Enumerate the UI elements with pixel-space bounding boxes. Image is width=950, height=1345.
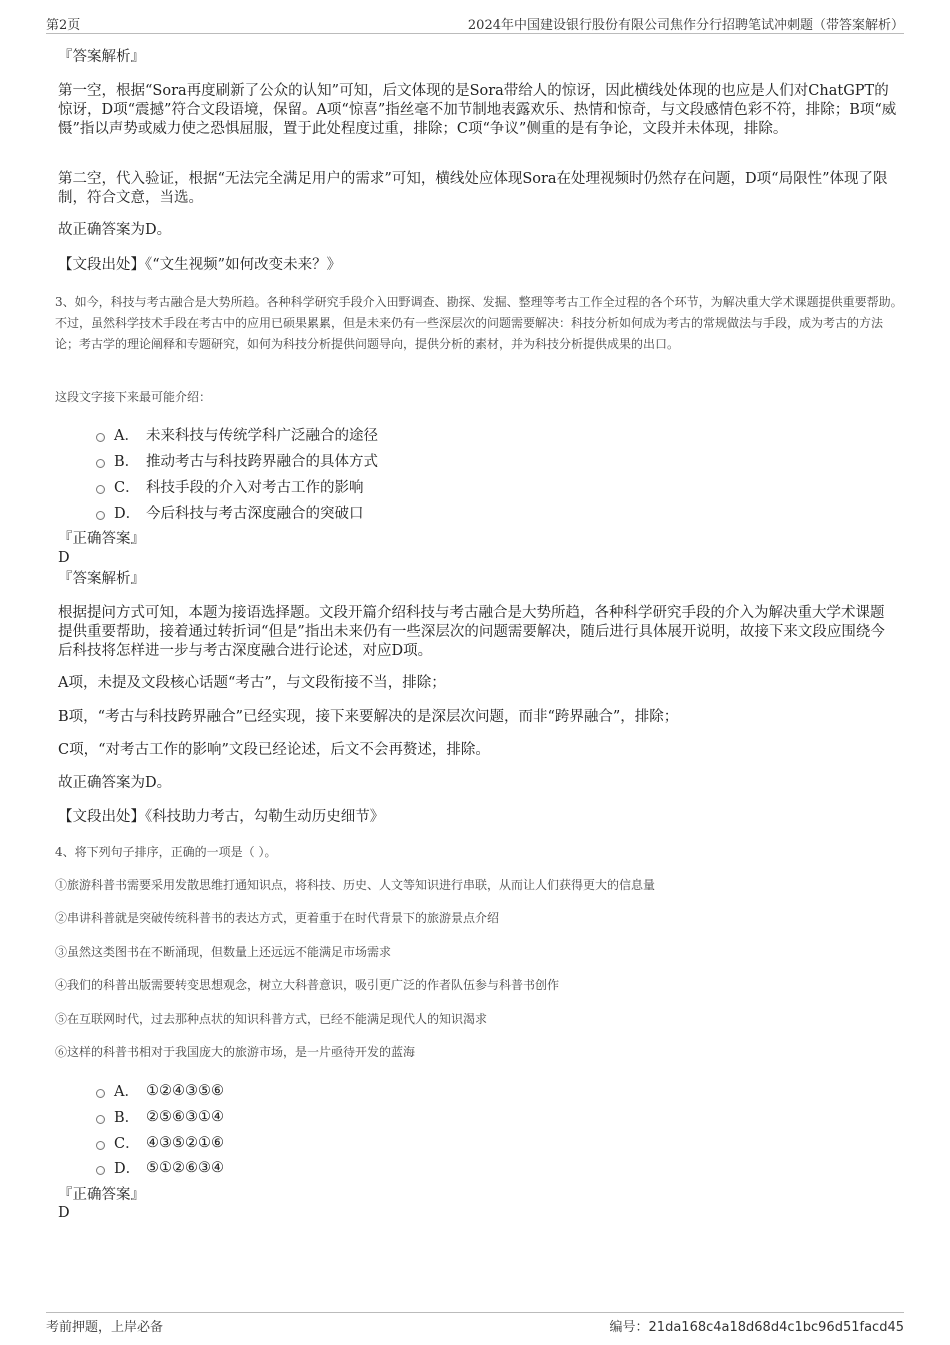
footer-slogan: 考前押题，上岸必备	[46, 1320, 164, 1335]
document-title: 2024年中国建设银行股份有限公司焦作分行招聘笔试冲刺题（带答案解析）	[467, 18, 904, 33]
q3-analysis-a: A项，未提及文段核心话题“考古”，与文段衔接不当，排除；	[58, 675, 446, 691]
option-text: 推动考古与科技跨界融合的具体方式	[146, 454, 378, 470]
q4-option-b[interactable]	[96, 1106, 224, 1127]
q3-analysis-c: C项，“对考古工作的影响”文段已经论述，后文不会再赘述，排除。	[58, 742, 490, 758]
option-text: 科技手段的介入对考古工作的影响	[146, 480, 364, 496]
q4-option-d[interactable]	[96, 1157, 224, 1178]
option-letter: B．	[114, 454, 140, 470]
q3-analysis-label: 『答案解析』	[58, 571, 145, 587]
option-letter: C．	[114, 1136, 140, 1152]
document-code	[610, 1316, 904, 1335]
q3-option-d[interactable]	[96, 502, 364, 523]
radio-icon[interactable]	[96, 1115, 105, 1124]
q2-source: 【文段出处】《“文生视频”如何改变未来？》	[58, 257, 342, 273]
radio-icon[interactable]	[96, 433, 105, 442]
option-text: ②⑤⑥③①④	[146, 1108, 224, 1125]
code-label: 编号：	[609, 1320, 649, 1335]
q3-question: 这段文字接下来最可能介绍：	[55, 390, 212, 404]
q3-option-a[interactable]	[96, 424, 378, 445]
code-value: 21da168c4a18d68d4c1bc96d51facd45	[648, 1320, 904, 1335]
q4-option-c[interactable]	[96, 1132, 224, 1153]
option-letter: A．	[114, 428, 139, 444]
q2-analysis-label: 『答案解析』	[58, 49, 145, 65]
q4-stem: 4、将下列句子排序，正确的一项是（ ）。	[55, 845, 277, 859]
option-letter: B．	[114, 1110, 140, 1126]
q3-conclusion: 故正确答案为D。	[58, 775, 172, 791]
q3-stem: 3、如今，科技与考古融合是大势所趋。各种科学研究手段介入田野调查、勘探、发掘、整理等考古工作全过程的各个环节，为解决重大学术课题提供重要帮助。不过，虽然科学技术手段在考古中的应用已硕果累累，但是未来仍有一些深层次的问题需要解决：科技分析如何成为考古的常规做法与手段，成为考古的方法论；考古学的理论阐释和专题研究，如何为科技分析提供问题导向，提供分析的素材，并为科技分析提供成果的出口。	[55, 295, 903, 351]
q3-source: 【文段出处】《科技助力考古，勾勒生动历史细节》	[58, 809, 385, 825]
q4-answer-label: 『正确答案』	[58, 1187, 145, 1203]
header-divider	[46, 33, 904, 34]
option-letter: A．	[114, 1084, 139, 1100]
option-letter: D．	[114, 1161, 141, 1177]
option-text: ①②④③⑤⑥	[146, 1082, 224, 1099]
q4-option-a[interactable]	[96, 1080, 224, 1101]
q4-sentence-4: ④我们的科普出版需要转变思想观念，树立大科普意识，吸引更广泛的作者队伍参与科普书创作	[55, 978, 560, 992]
q4-sentence-2: ②串讲科普就是突破传统科普书的表达方式，更着重于在时代背景下的旅游景点介绍	[55, 911, 500, 925]
q4-sentence-1: ①旅游科普书需要采用发散思维打通知识点，将科技、历史、人文等知识进行串联，从而让人们获得更大的信息量	[55, 878, 656, 892]
radio-icon[interactable]	[96, 1141, 105, 1150]
radio-icon[interactable]	[96, 1089, 105, 1098]
q2-analysis-p1: 第一空，根据“Sora再度刷新了公众的认知”可知，后文体现的是Sora带给人的惊讶，因此横线处体现的也应是人们对ChatGPT的惊讶，D项“震撼”符合文段语境，保留。A项“惊喜”指丝毫不加节制地表露欢乐、热情和惊奇，与文段感情色彩不符，排除；B项“威慑”指以声势或威力使之恐惧屈服，置于此处程度过重，排除；C项“争议”侧重的是有争论，文段并未体现，排除。	[58, 83, 897, 137]
radio-icon[interactable]	[96, 1166, 105, 1175]
page-number: 第2页	[46, 18, 81, 33]
footer-divider	[46, 1312, 904, 1313]
radio-icon[interactable]	[96, 511, 105, 520]
q4-sentence-3: ③虽然这类图书在不断涌现，但数量上还远远不能满足市场需求	[55, 945, 392, 959]
option-letter: C．	[114, 480, 140, 496]
option-text: ④③⑤②①⑥	[146, 1134, 224, 1151]
q4-answer: D	[58, 1205, 70, 1221]
option-letter: D．	[114, 506, 141, 522]
q3-answer-label: 『正确答案』	[58, 531, 145, 547]
option-text: 未来科技与传统学科广泛融合的途径	[146, 428, 378, 444]
option-text: ⑤①②⑥③④	[146, 1159, 224, 1176]
q3-analysis-p1: 根据提问方式可知，本题为接语选择题。文段开篇介绍科技与考古融合是大势所趋，各种科学研究手段的介入为解决重大学术课题提供重要帮助，接着通过转折词“但是”指出未来仍有一些深层次的问题需要解决，随后进行具体展开说明，故接下来文段应围绕今后科技将怎样进一步与考古深度融合进行论述，对应D项。	[58, 605, 885, 659]
radio-icon[interactable]	[96, 485, 105, 494]
option-text: 今后科技与考古深度融合的突破口	[146, 506, 364, 522]
q3-option-c[interactable]	[96, 476, 364, 497]
q4-sentence-5: ⑤在互联网时代，过去那种点状的知识科普方式，已经不能满足现代人的知识渴求	[55, 1012, 488, 1026]
q2-conclusion: 故正确答案为D。	[58, 222, 172, 238]
radio-icon[interactable]	[96, 459, 105, 468]
q3-analysis-b: B项，“考古与科技跨界融合”已经实现，接下来要解决的是深层次问题，而非“跨界融合”，排除；	[58, 709, 679, 725]
q4-sentence-6: ⑥这样的科普书相对于我国庞大的旅游市场，是一片亟待开发的蓝海	[55, 1045, 416, 1059]
q3-answer: D	[58, 550, 70, 566]
q2-analysis-p2: 第二空，代入验证，根据“无法完全满足用户的需求”可知，横线处应体现Sora在处理视频时仍然存在问题，D项“局限性”体现了限制，符合文意，当选。	[58, 171, 888, 206]
q3-option-b[interactable]	[96, 450, 378, 471]
